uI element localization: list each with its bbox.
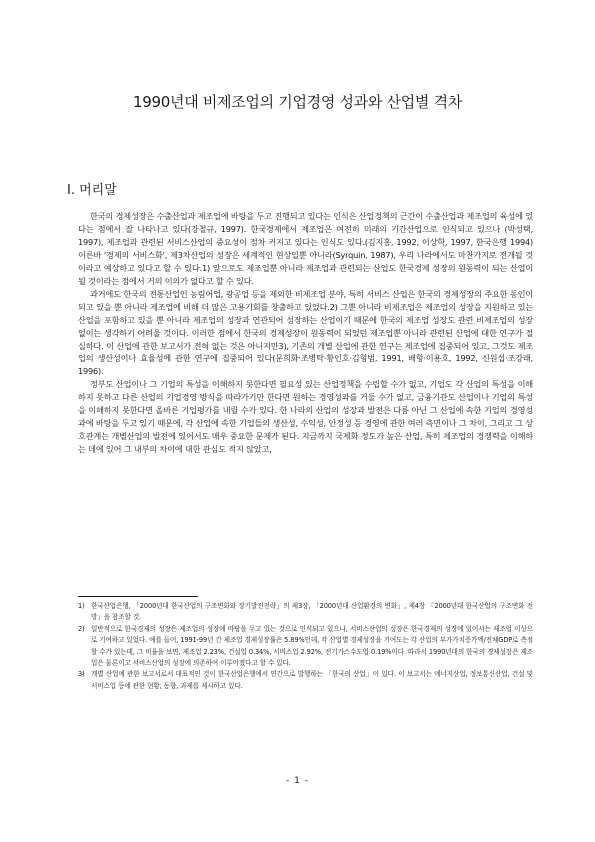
section-heading: Ⅰ. 머리말 bbox=[67, 183, 117, 198]
footnote-text: 개별 산업에 관한 보고서로서 대표적인 것이 한국산업은행에서 연간으로 발행하는 「한국의 산업」이 있다. 이 보고서는 에너지산업, 정보통신산업, 건설 및 서비스업 등에 관한 현황, 동향, 과제를 제시하고 있다. bbox=[91, 670, 533, 690]
paragraph: 한국의 경제성장은 수출산업과 제조업에 바탕을 두고 진행되고 있다는 인식은 산업정책의 근간이 수출산업과 제조업의 육성에 있다는 점에서 잘 나타나고 있다(강철규, 1997). 한국경제에서 제조업은 여전히 미래의 기간산업으로 인식되고 있으나 (박성택, 1997), 제조업과 관련된 서비스산업의 중요성이 점차 커지고 있다는 인식도 있다.(김지홍, 1992, 이상학, 1997, 한국은행 1994) 이른바 '경제의 서비스화', 제3차산업의 성장은 세계적인 현상일뿐 아니라(Syrquin, 1987), 우리 나라에서도 마찬가지로 전개될 것이라고 예상하고 있다고 할 수 있다.1) 앞으로도 제조업뿐 아니라 제조업과 관련되는 산업도 한국경제 성장의 원동력이 되는 산업이 될 것이라는 점에서 거의 이의가 없다고 할 수 있다. bbox=[78, 211, 533, 286]
document-title: 1990년대 비제조업의 기업경영 성과와 산업별 격차 bbox=[133, 93, 462, 111]
footnote bbox=[78, 624, 533, 670]
footnotes bbox=[78, 601, 533, 692]
footnote-number: 3) bbox=[78, 670, 85, 679]
footnote-text: 한국산업은행, 「2000년대 한국산업의 구조변화와 장기발전전략」의 제3장, 「2000년대 산업환경의 변화」, 제4장 「2000년대 한국산업의 구조변화 전망」을 참조할 것. bbox=[91, 602, 533, 622]
page-number: - 1 - bbox=[286, 776, 309, 786]
body-text bbox=[78, 210, 533, 456]
footnote-divider bbox=[78, 596, 198, 597]
footnote-number: 2) bbox=[78, 624, 85, 633]
paragraph: 정부도 산업이나 그 기업의 특성을 이해하지 못한다면 필요성 있는 산업정책을 수립할 수가 없고, 기업도 각 산업의 특성을 이해하지 못하고 다른 산업의 기업경영 방식을 따라가기만 한다면 원하는 경영성과를 거둘 수가 없고, 금융기관도 산업이나 기업의 특성을 이해하지 못한다면 올바른 기업평가를 내릴 수가 있다. 한 나라의 산업의 성장과 발전은 다름 아닌 그 산업에 속한 기업의 경영성과에 바탕을 두고 있기 때문에, 각 산업에 속한 기업들의 생산성, 수익성, 안정성 등 경영에 관한 여러 측면이나 그 차이, 그리고 그 상호관계는 개별산업의 발전에 있어서도 매우 중요한 문제가 된다. 지금까지 국제화 정도가 높은 산업, 특히 제조업의 경쟁력을 이해하는 데에 있어 그 내부의 차이에 대한 관심도 적지 않았고, bbox=[78, 379, 533, 455]
footnote-text: 일반적으로 한국경제의 성장은 제조업의 성장에 바탕을 두고 있는 것으로 인식되고 있으나, 서비스산업의 성장은 한국경제의 성장에 있어서는 제조업 이상으로 기여하고 있었다. 예를 들어, 1991-99년 간 제조업 경제성장률은 5.89%인데, 각 산업별 경제성장을 기여도는 각 산업의 부가가치증가액/전체GDP로 측정할 수가 있는데, 그 비율을 보면, 제조업 2.23%, 건설업 0.34%, 서비스업 2.92%, 전기가스수도업 0.19%이다. 따라서 1990년대의 한국의 경제성장은 제조업은 물론이고 서비스산업의 성장에 의존하여 이루어졌다고 할 수 있다. bbox=[91, 624, 533, 668]
paragraph: 과거에도 한국의 전통산업인 농림어업, 광공업 등을 제외한 비제조업 분야, 특히 서비스 산업은 한국의 경제성장의 주요한 동인이 되고 있을 뿐 아니라 제조업에 비해 더 많은 고용기회를 창출하고 있었다.2) 그뿐 아니라 비제조업은 제조업의 성장을 지원하고 있는 산업을 포함하고 있을 뿐 아니라 제조업의 성장과 연관되어 성장하는 산업이기 때문에 한국의 제조업 성장도 관련 비제조업의 성장 없이는 생각하기 어려울 것이다. 이러한 점에서 한국의 경제성장이 원동력이 되었던 제조업뿐 아니라 관련된 산업에 대한 연구가 절실하다. 이 산업에 관한 보고서가 전혀 없는 것은 아니지만3), 기존의 개별 산업에 관한 연구는 제조업에 집중되어 있고, 그것도 제조업의 생산성이나 효율성에 관한 연구에 집중되어 있다(문희화·조병탁·황인호·김형범, 1991, 배형·이용호, 1992, 신원섭·조강래, 1996). bbox=[78, 288, 533, 377]
footnote bbox=[78, 601, 533, 624]
footnote-number: 1) bbox=[78, 602, 85, 610]
footnote bbox=[78, 669, 533, 692]
